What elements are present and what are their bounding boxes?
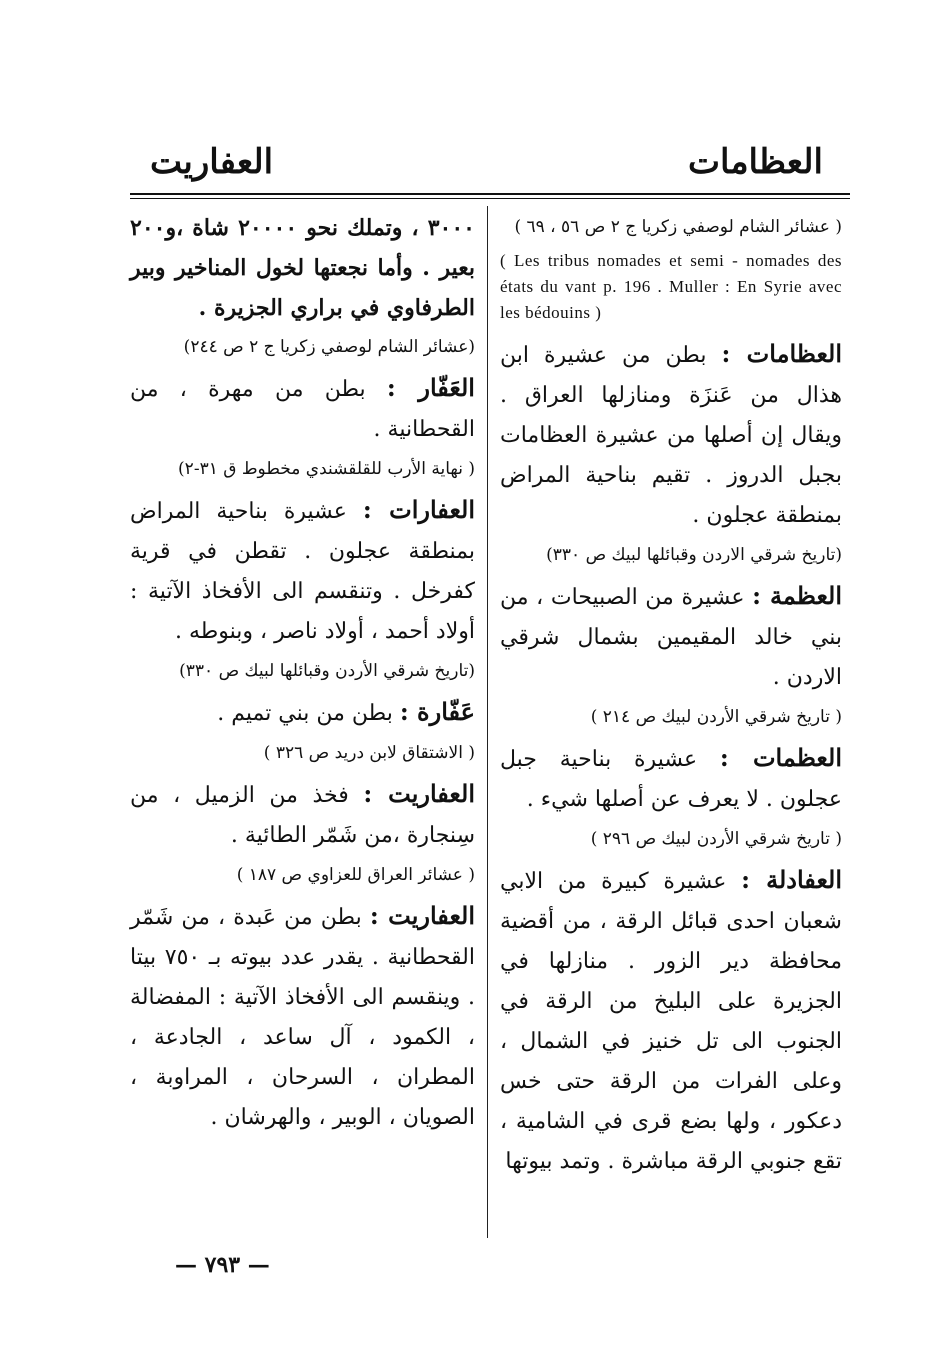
entry [130,896,475,1138]
entry-text: بطن من بني تميم . [217,701,393,726]
entry-text: بطن من مهرة ، من القحطانية . [130,377,475,442]
reference: ( نهاية الأرب للقلقشندي مخطوط ق ٣١-٢) [178,459,475,479]
reference: ( الاشتقاق لابن دريد ص ٣٢٦ ) [263,743,475,763]
entry-headword: العفاريت : [363,779,475,808]
entry-headword: العظمة : [752,581,843,610]
entry [500,334,842,536]
entry-text: بطن من عَبدة ، من شَمّر القحطانية . يقدر عدد بيوته بـ ٧٥٠ بيتا . وينقسم الى الأفخاذ الآتية : المفضالة ، الكمود ، آل ساعد ، الجادعة ، المطران ، السرحان ، المراوبة ، الصويان ، الوبير ، والهرشان . [130,905,475,1130]
entry-text: عشيرة بناحية جبل عجلون . لا يعرف عن أصلها شيء . [500,747,842,812]
entry-headword: العَفّار : [386,373,475,402]
entry [500,860,842,1182]
reference: (تاريخ شرقي الأردن وقبائلها لبيك ص ٣٣٠) [179,661,475,681]
reference: ( عشائر العراق للعزاوي ص ١٨٧ ) [236,865,475,885]
latin-reference: ( Les tribus nomades et semi - nomades des états du vant p. 196 . Muller : En Syrie avec les bédouins ) [500,251,842,322]
reference: ( تاريخ شرقي الأردن لبيك ص ٢١٤ ) [590,707,842,727]
entry-text: فخذ من الزميل ، من سِنجارة ،من شَمّر الطائية . [130,783,475,848]
running-head-right: العظامات [687,142,823,182]
entry-headword: العفادلة : [741,865,843,894]
entry-text: عشيرة من الصبيحات ، من بني خالد المقيمين بشمال شرقي الاردن . [500,585,842,690]
left-column [130,208,475,1138]
entry-headword: العظمات : [719,743,842,772]
entry [130,692,475,734]
entry-headword: عَفّارة : [399,697,475,726]
entry-text: عشيرة كبيرة من الابي شعبان احدى قبائل الرقة ، من أقضية محافظة دير الزور . منازلها في الجزيرة على البليخ من الرقة في الجنوب الى تل خنيز في الشمال ، وعلى الفرات من الرقة حتى خس دعكور ، ولها بضع قرى في الشامية ، تقع جنوبي الرقة مباشرة . وتمد بيوتها [500,869,842,1174]
entry [130,368,475,450]
reference: (تاريخ شرقي الاردن وقبائلها لبيك ص ٣٣٠) [546,545,842,565]
page-number: — ٧٩٣ — [175,1252,270,1278]
entry-text: عشيرة بناحية المراض بمنطقة عجلون . تقطن في قرية كفرخل . وتنقسم الى الأفخاذ الآتية : أولاد أحمد ، أولاد ناصر ، وبنوطه . [130,499,475,644]
entry [500,738,842,820]
header-rule-thin [130,198,850,199]
reference: ( عشائر الشام لوصفي زكريا ج ٢ ص ٥٦ ، ٦٩ ) [514,217,842,237]
entry-headword: العفارات : [362,495,475,524]
entry-continuation: ٣٠٠٠ ، وتملك نحو ٢٠٠٠٠ شاة ،و٢٠٠ بعير . وأما نجعتها لخول المناخير وبير الطرفاوي في براري الجزيرة . [130,215,475,321]
reference: ( تاريخ شرقي الأردن لبيك ص ٢٩٦ ) [590,829,842,849]
entry [130,774,475,856]
column-divider [487,206,488,1238]
header-rule-thick [130,193,850,195]
entry [500,576,842,698]
running-head-left: العفاريت [150,142,274,182]
entry-headword: العظامات : [721,339,843,368]
entry-text: بطن من عشيرة ابن هذال من عَنزَة ومنازلها العراق . ويقال إن أصلها من عشيرة العظامات بجبل الدروز . تقيم بناحية المراض بمنطقة عجلون . [500,343,842,528]
reference: (عشائر الشام لوصفي زكريا ج ٢ ص ٢٤٤) [183,337,475,357]
entry [130,490,475,652]
entry-headword: العفاريت : [369,901,475,930]
right-column [500,208,842,1182]
